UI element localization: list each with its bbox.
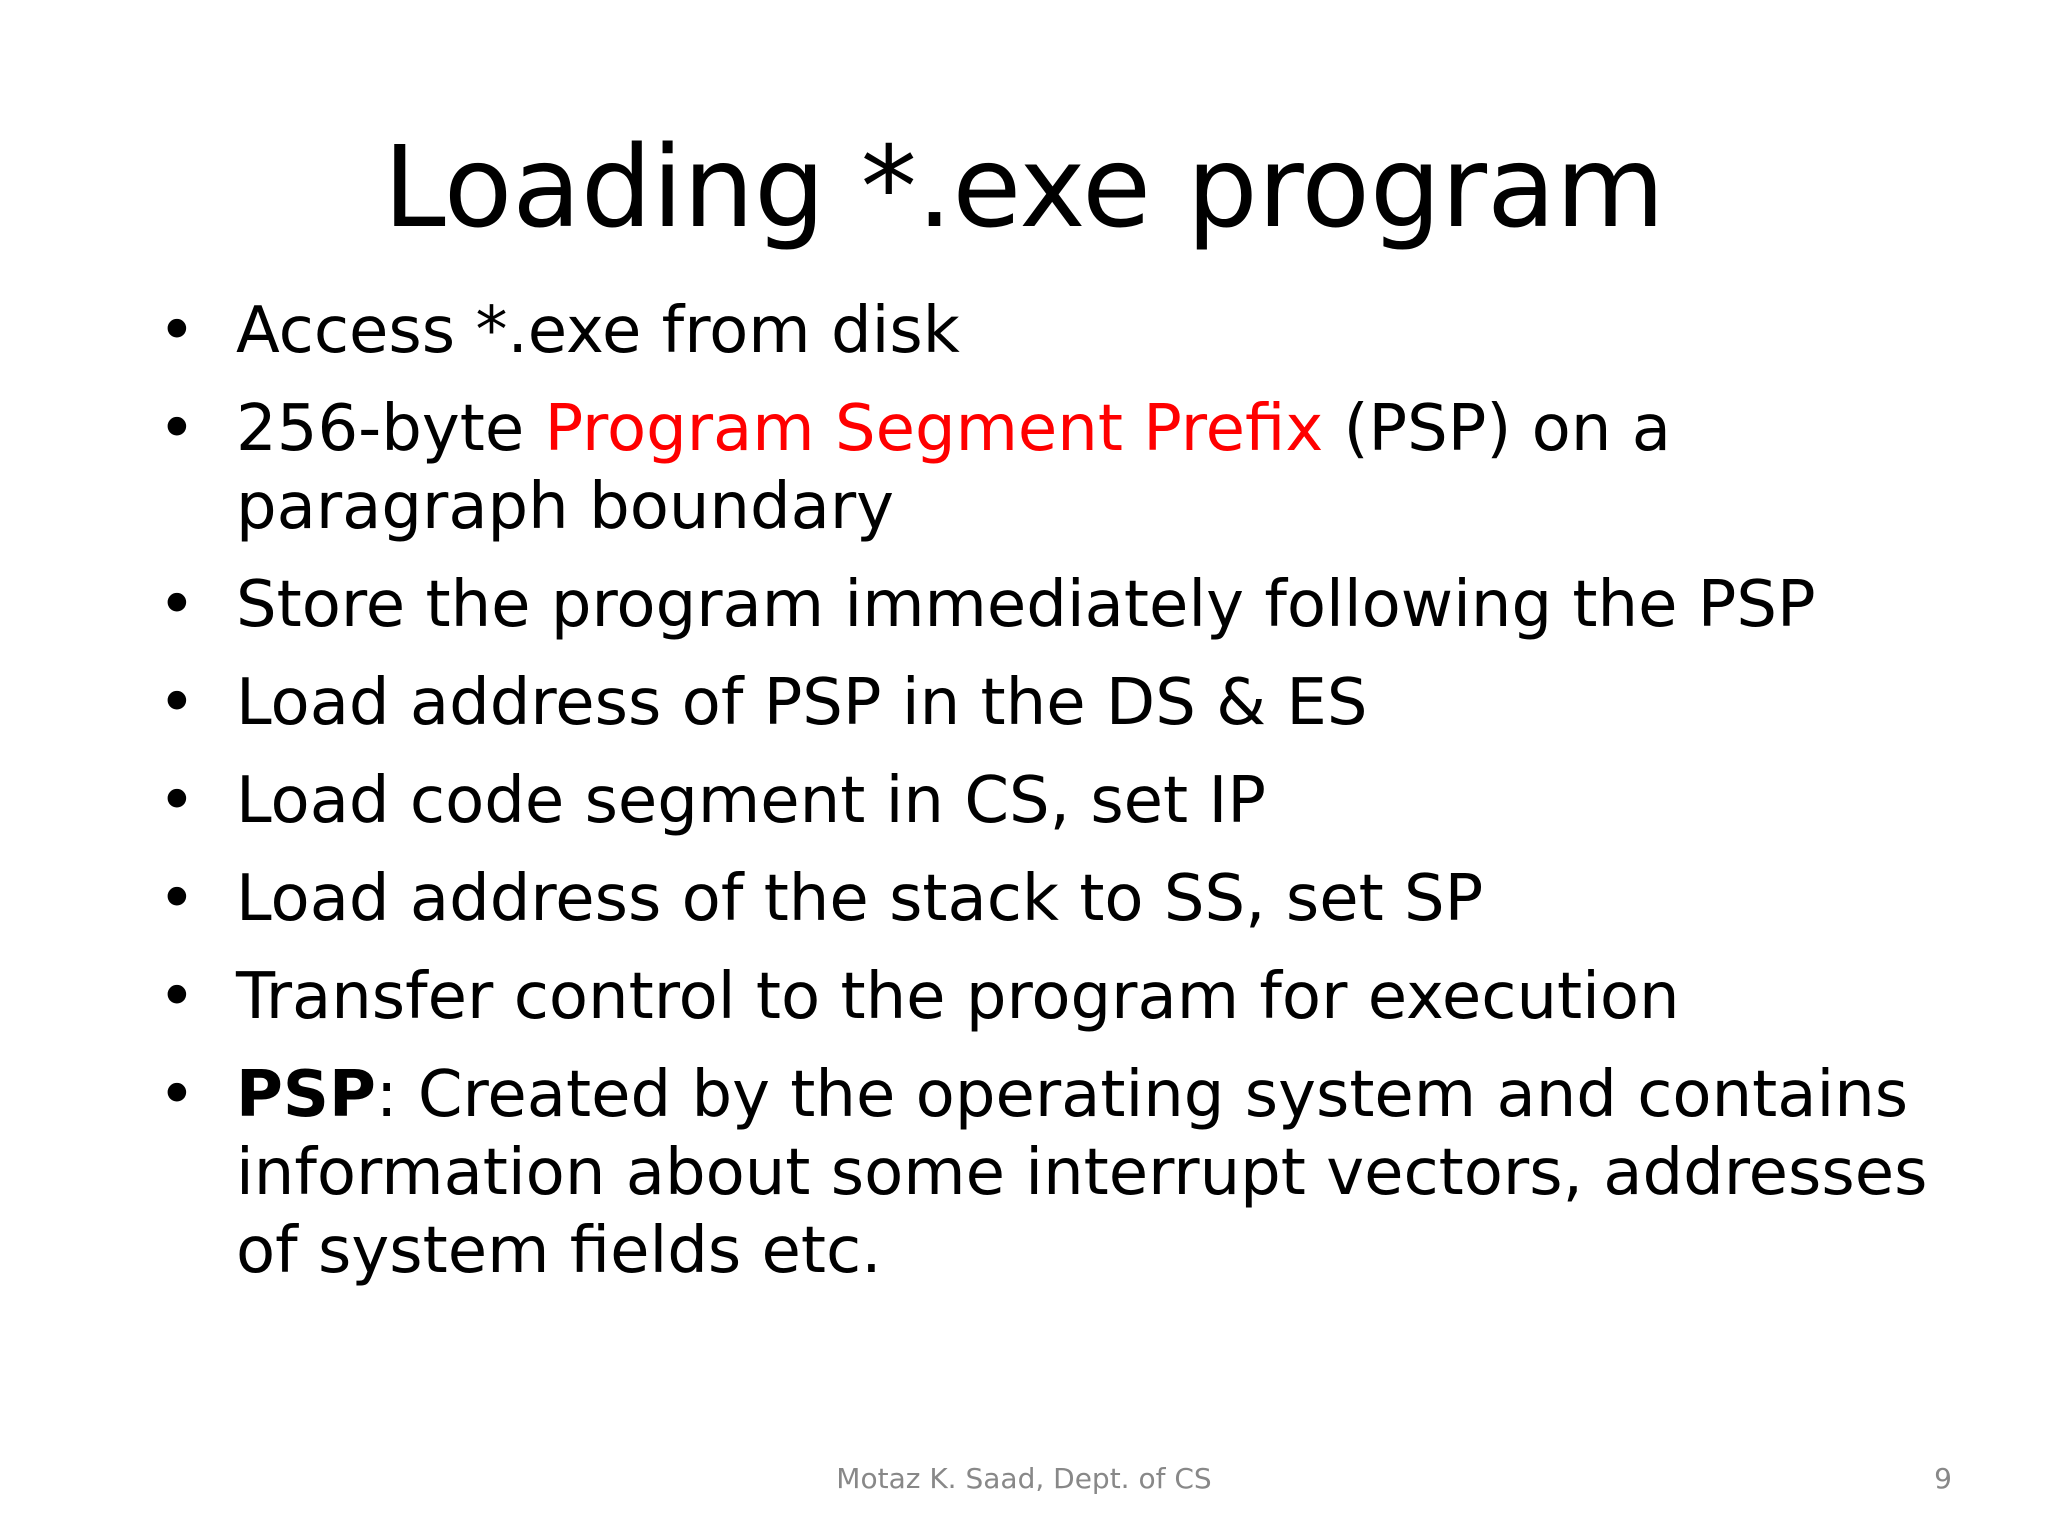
slide-title: Loading *.exe program [383,123,1665,253]
bullet-text: Load address of PSP in the DS & ES [236,666,1368,740]
bullet-item [236,566,1936,644]
bullet-text: Load code segment in CS, set IP [236,764,1266,838]
bullet-bold-term: PSP [236,1058,376,1132]
bullet-text-pre: 256-byte [236,392,545,466]
bullet-item [236,762,1936,840]
bullet-text: Transfer control to the program for execution [236,960,1680,1034]
bullet-highlight: Program Segment Prefix [544,392,1324,466]
page-number: 9 [1934,1462,1952,1495]
bullet-text: Load address of the stack to SS, set SP [236,862,1484,936]
bullet-item [236,292,1936,370]
bullet-item [236,860,1936,938]
bullet-item [236,390,1936,546]
footer-author: Motaz K. Saad, Dept. of CS [836,1462,1212,1495]
bullet-list [236,292,1936,1310]
bullet-item [236,664,1936,742]
bullet-text-post: : Created by the operating system and contains information about some interrupt vectors, addresses of system fields etc. [236,1058,1928,1288]
bullet-item [236,1056,1936,1290]
bullet-text: Store the program immediately following the PSP [236,568,1816,642]
bullet-item [236,958,1936,1036]
bullet-text: Access *.exe from disk [236,294,960,368]
bullet-text-post: (PSP) on a paragraph boundary [236,392,1671,544]
